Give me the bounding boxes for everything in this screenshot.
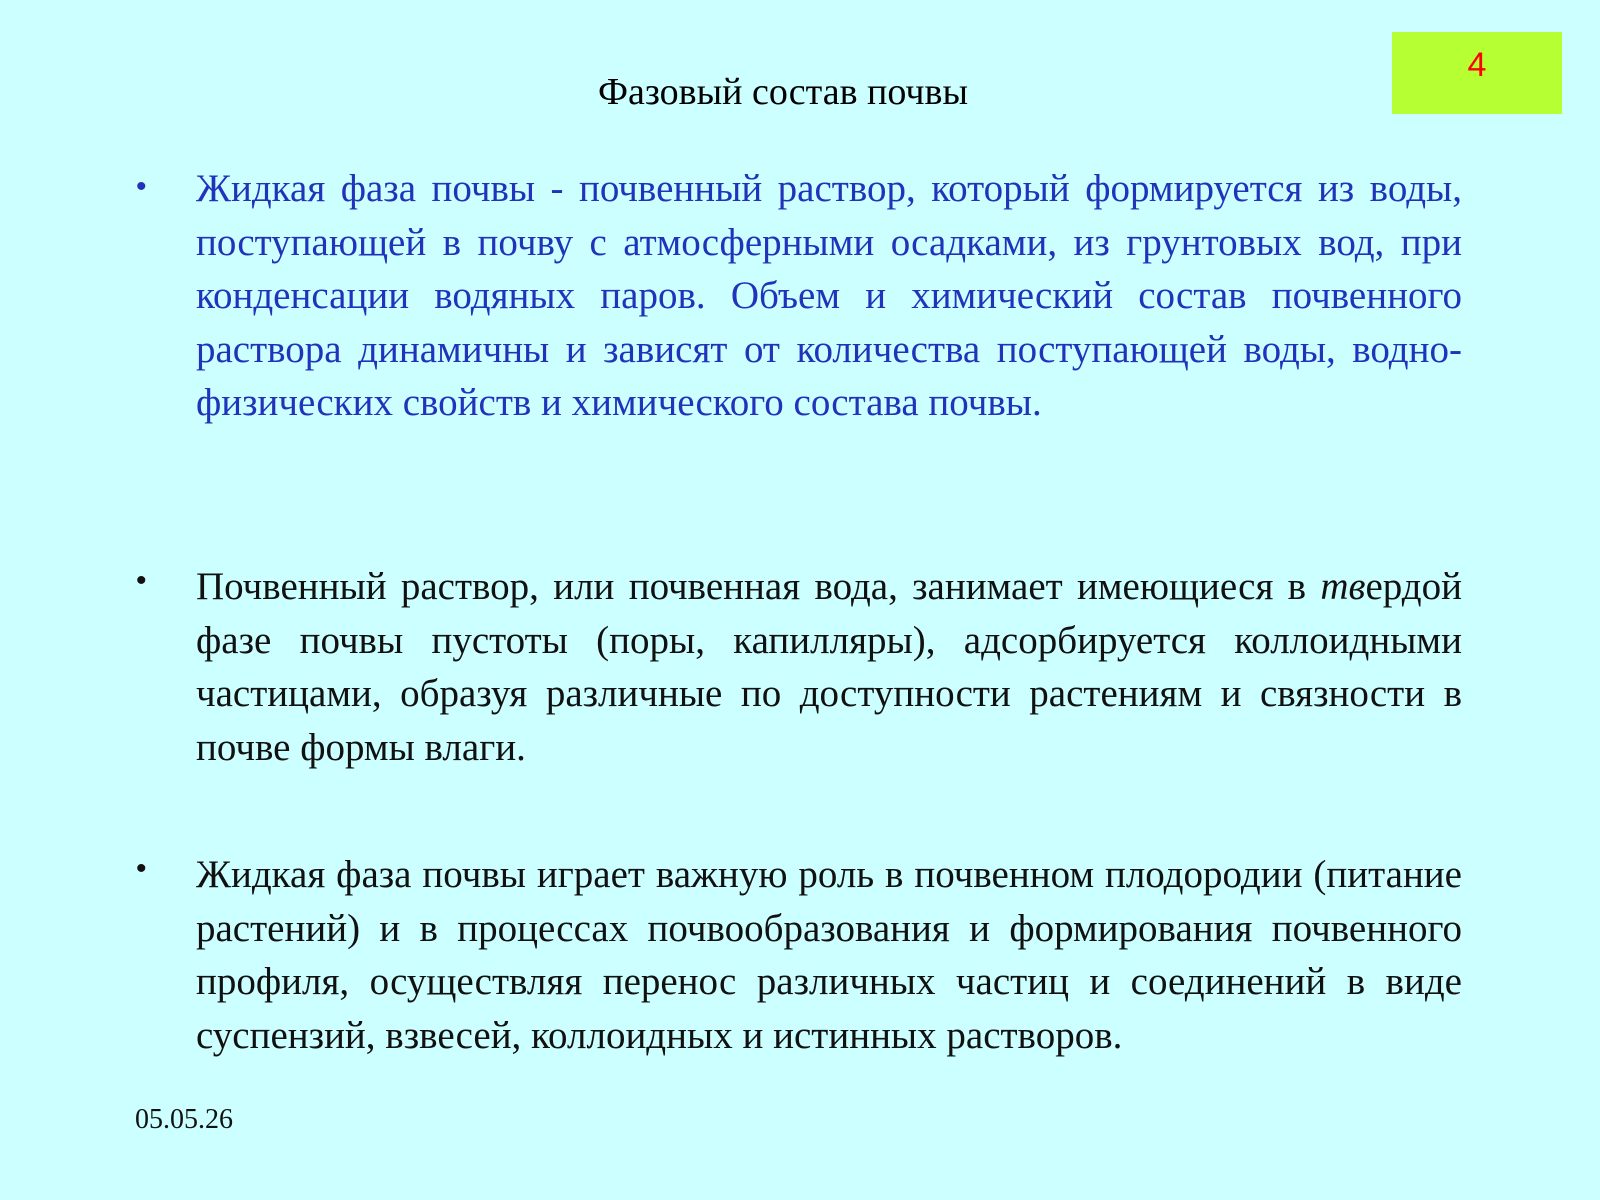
bullet-paragraph-soil-solution [196, 560, 1462, 774]
bullet-icon: • [136, 852, 147, 885]
slide-number: 4 [1467, 45, 1487, 84]
bullet-paragraph-liquid-phase-definition: Жидкая фаза почвы - почвенный раствор, который формируется из воды, поступающей в почву с атмосферными осадками, из грунтовых вод, при конденсации водяных паров. Объем и химический состав почвенного раствора динамичны и зависят от количества поступающей воды, водно-физических свойств и химического состава почвы. [196, 167, 1462, 424]
paragraph-text-end: ердой фазе почвы пустоты (поры, капилляры), адсорбируется коллоидными частицами, образуя различные по доступности растениям и связности в почве формы влаги. [196, 565, 1462, 769]
slide-date: 05.05.26 [135, 1104, 233, 1135]
paragraph-text-italic: тв [1320, 565, 1366, 608]
bullet-icon: • [136, 170, 147, 203]
slide-title: Фазовый состав почвы [598, 71, 968, 113]
bullet-icon: • [136, 564, 147, 597]
bullet-paragraph-liquid-phase-role: Жидкая фаза почвы играет важную роль в почвенном плодородии (питание растений) и в процессах почвообразования и формирования почвенного профиля, осуществляя перенос различных частиц и соединений в виде суспензий, взвесей, коллоидных и истинных растворов. [196, 853, 1462, 1057]
paragraph-text-start: Почвенный раствор, или почвенная вода, занимает имеющиеся в [196, 565, 1321, 608]
